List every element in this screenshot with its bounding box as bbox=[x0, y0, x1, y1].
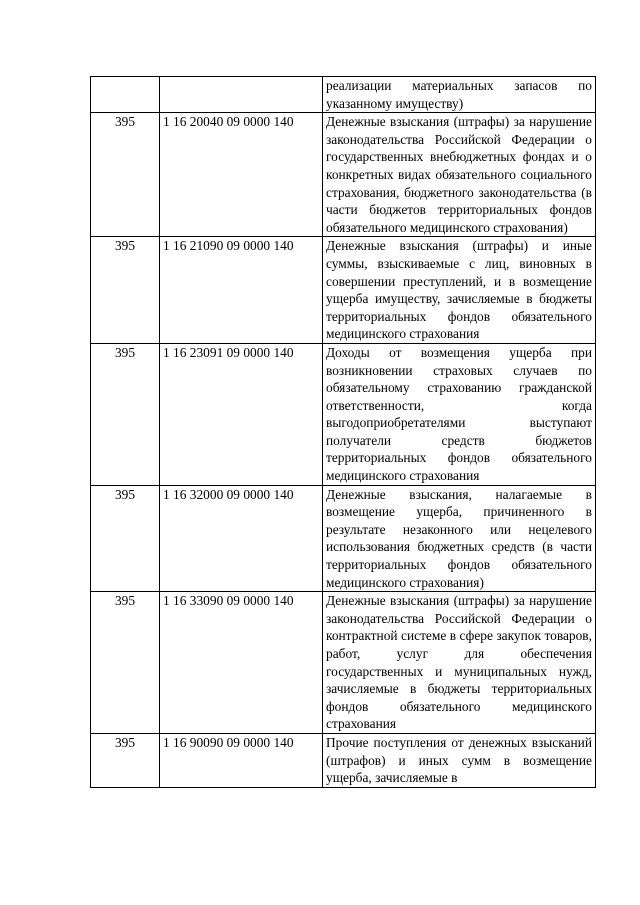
revenue-name-text: территориальных фондов обязательного bbox=[326, 202, 592, 235]
table-row bbox=[91, 485, 596, 592]
table-body bbox=[91, 77, 596, 788]
revenue-name-text: гражданской ответственности, когда bbox=[326, 380, 592, 413]
revenue-name-text: использования бюджетных средств bbox=[326, 539, 535, 555]
revenue-name-text: результате незаконного или нецелевого bbox=[326, 521, 592, 537]
revenue-name-cell bbox=[323, 343, 596, 485]
revenue-name-text: Российской Федерации о bbox=[434, 131, 592, 147]
revenue-name-text: иные суммы, взыскиваемые с лиц, bbox=[326, 238, 592, 271]
revenue-name-text: сфере закупок товаров, работ, услуг bbox=[326, 628, 592, 661]
revenue-name-text: территориальных фондов обязательного bbox=[326, 308, 592, 324]
budget-classification-code-cell: 1 16 21090 09 0000 140 bbox=[160, 237, 323, 344]
table-row bbox=[91, 343, 596, 485]
revenue-name-cell bbox=[323, 113, 596, 237]
revenue-name-text: Денежные взыскания, налагаемые в bbox=[326, 486, 592, 502]
revenue-name-text: при возникновении страховых случаев bbox=[326, 344, 592, 378]
budget-classification-code-cell: 1 16 20040 09 0000 140 bbox=[160, 113, 323, 237]
revenue-name-text: виновных в совершении преступлений, bbox=[326, 255, 592, 289]
budget-classification-code-cell bbox=[160, 77, 323, 113]
admin-code-cell: 395 bbox=[91, 343, 160, 485]
revenue-name-text: государственных внебюджетных фондах bbox=[326, 149, 565, 165]
revenue-name-cell bbox=[323, 77, 596, 113]
revenue-name-text: медицинского страхования bbox=[326, 468, 480, 484]
revenue-name-text: взысканий (штрафов) и иных сумм в bbox=[326, 734, 592, 768]
admin-code-cell: 395 bbox=[91, 733, 160, 787]
revenue-name-text: обязательного медицинского страхования bbox=[326, 698, 592, 732]
budget-classification-code-cell: 1 16 23091 09 0000 140 bbox=[160, 343, 323, 485]
revenue-name-text: территориальных фондов обязательного bbox=[326, 450, 592, 466]
revenue-name-text: Прочие поступления от денежных bbox=[326, 734, 527, 750]
revenue-name-text: законодательства (в части бюджетов bbox=[326, 184, 592, 218]
revenue-name-text: Денежные взыскания (штрафы) и bbox=[326, 238, 549, 254]
revenue-name-text: обязательного медицинского страхования) bbox=[326, 557, 592, 590]
revenue-name-text: медицинского страхования bbox=[326, 326, 480, 342]
revenue-name-text: зачисляемые в бюджеты bbox=[446, 291, 592, 307]
revenue-name-text: и о конкретных видах обязательного bbox=[326, 149, 592, 182]
revenue-name-text: и в возмещение ущерба имуществу, bbox=[326, 273, 592, 307]
table-row bbox=[91, 733, 596, 787]
revenue-name-cell bbox=[323, 485, 596, 592]
revenue-name-text: за нарушение законодательства bbox=[326, 114, 592, 147]
revenue-name-text: муниципальных нужд, зачисляемые в bbox=[326, 663, 593, 697]
revenue-name-cell bbox=[323, 733, 596, 787]
admin-code-cell: 395 bbox=[91, 592, 160, 734]
revenue-name-text: выгодоприобретателями выступают bbox=[326, 415, 592, 431]
revenue-name-cell bbox=[323, 237, 596, 344]
table-row bbox=[91, 237, 596, 344]
revenue-name-text: для обеспечения государственных и bbox=[326, 646, 592, 679]
revenue-name-text: Доходы от возмещения ущерба bbox=[326, 344, 552, 360]
admin-code-cell bbox=[91, 77, 160, 113]
table-row bbox=[91, 592, 596, 734]
revenue-name-cell bbox=[323, 592, 596, 734]
table-row bbox=[91, 113, 596, 237]
revenue-classification-table bbox=[90, 76, 596, 788]
revenue-name-text: указанному имуществу) bbox=[326, 95, 464, 111]
revenue-name-text: Федерации о контрактной системе в bbox=[326, 610, 592, 644]
revenue-name-text: социального страхования, бюджетного bbox=[326, 166, 592, 200]
table-row bbox=[91, 77, 596, 113]
budget-classification-code-cell: 1 16 32000 09 0000 140 bbox=[160, 485, 323, 592]
admin-code-cell: 395 bbox=[91, 237, 160, 344]
admin-code-cell: 395 bbox=[91, 485, 160, 592]
revenue-name-text: получатели средств бюджетов bbox=[326, 432, 592, 448]
budget-classification-code-cell: 1 16 90090 09 0000 140 bbox=[160, 733, 323, 787]
revenue-name-text: возмещение ущерба, причиненного в bbox=[326, 504, 592, 520]
revenue-name-text: реализации материальных запасов по bbox=[326, 78, 592, 93]
budget-classification-code-cell: 1 16 33090 09 0000 140 bbox=[160, 592, 323, 734]
admin-code-cell: 395 bbox=[91, 113, 160, 237]
revenue-name-text: медицинского страхования) bbox=[409, 219, 568, 235]
revenue-name-text: (в части территориальных фондов bbox=[326, 539, 592, 573]
revenue-name-text: возмещение ущерба, зачисляемые в bbox=[326, 752, 592, 786]
revenue-name-text: нарушение законодательства Российской bbox=[326, 593, 592, 626]
revenue-name-text: Денежные взыскания (штрафы) bbox=[326, 114, 510, 130]
revenue-name-text: по обязательному страхованию bbox=[326, 362, 592, 396]
revenue-name-text: бюджеты территориальных фондов bbox=[326, 681, 592, 714]
revenue-name-text: Денежные взыскания (штрафы) за bbox=[326, 593, 525, 609]
